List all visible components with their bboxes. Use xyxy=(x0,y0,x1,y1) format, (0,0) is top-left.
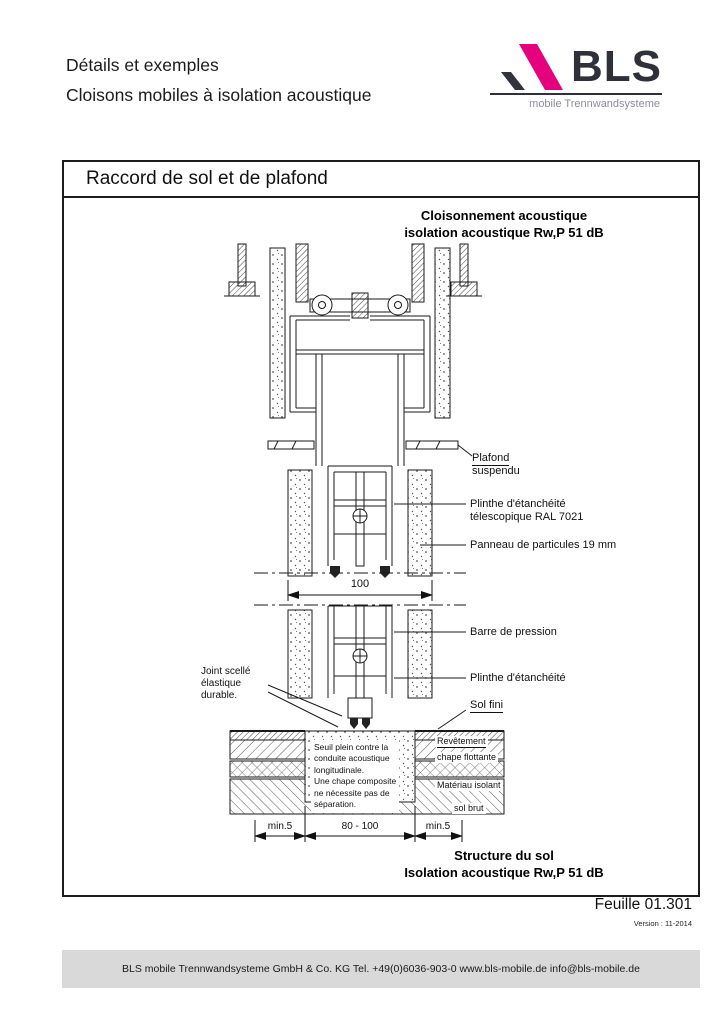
document-title xyxy=(66,50,371,110)
seuil-line4: Une chape composite xyxy=(314,776,397,787)
label-barre-pression: Barre de pression xyxy=(470,626,557,638)
label-panneau-particules: Panneau de particules 19 mm xyxy=(470,539,617,551)
label-plinthe-telescopique xyxy=(470,498,583,524)
label-joint-line3: durable. xyxy=(201,690,238,701)
bottom-note-line2: Isolation acoustique Rw,P 51 dB xyxy=(404,864,604,880)
seuil-line3: longitudinale. xyxy=(314,764,365,775)
label-plinthe-tel-line1: Plinthe d'étanchéité xyxy=(470,498,566,510)
bls-logo xyxy=(490,42,662,110)
version-text: Version : 11-2014 xyxy=(633,919,692,928)
document-title-line2: Cloisons mobiles à isolation acoustique xyxy=(66,85,372,105)
label-joint-line1: Joint scellé xyxy=(201,666,251,677)
label-joint-scelle xyxy=(201,666,250,702)
seuil-line1: Seuil plein contre la xyxy=(314,742,389,752)
label-joint-line2: élastique xyxy=(201,678,242,689)
label-sol-brut: sol brut xyxy=(454,803,484,813)
seuil-line6: séparation. xyxy=(314,799,357,810)
suspended-ceiling xyxy=(268,441,472,456)
bottom-note xyxy=(354,848,654,882)
label-revetement: Revêtement xyxy=(437,736,486,746)
label-sol-fini: Sol fini xyxy=(470,699,504,711)
seuil-line2: conduite acoustique xyxy=(314,753,390,764)
bls-logo-mark-icon xyxy=(499,42,565,90)
label-plinthe-etancheite: Plinthe d'étanchéité xyxy=(470,672,566,684)
footer-bar xyxy=(62,950,700,988)
dim-min5-right-text: min.5 xyxy=(418,821,458,832)
footer-text: BLS mobile Trennwandsysteme GmbH & Co. KG Tel. +49(0)6036-903-0 www.bls-mobile.de info@bls-mobile.de xyxy=(122,963,640,975)
dim-100-text: 100 xyxy=(340,578,380,590)
dim-min5-left-text: min.5 xyxy=(260,821,300,832)
label-seuil-note xyxy=(311,740,399,813)
label-materiau-isolant: Matériau isolant xyxy=(437,780,501,790)
sheet-title: Raccord de sol et de plafond xyxy=(64,162,698,198)
document-title-line1: Détails et exemples xyxy=(66,55,219,75)
label-plafond-line1: Plafond xyxy=(472,452,510,464)
suspension-assembly xyxy=(224,244,482,418)
bottom-note-line1: Structure du sol xyxy=(454,848,554,863)
top-note xyxy=(354,208,654,242)
label-plafond-line2: suspendu xyxy=(472,465,520,478)
top-note-line1: Cloisonnement acoustique xyxy=(420,208,588,223)
sheet-number: Feuille 01.301 xyxy=(594,896,692,913)
trolley xyxy=(310,293,410,318)
label-plafond-suspendu xyxy=(472,452,520,478)
lower-wall-section xyxy=(268,606,466,729)
seuil-line5: ne nécessite pas de xyxy=(314,787,390,798)
upper-wall-section xyxy=(288,466,466,578)
label-plinthe-tel-line2: télescopique RAL 7021 xyxy=(470,511,584,524)
top-note-line2: isolation acoustique Rw,P 51 dB xyxy=(404,224,604,240)
logo-brand-text: BLS xyxy=(571,42,662,91)
logo-subtitle: mobile Trennwandsysteme xyxy=(529,98,660,110)
drawing-area xyxy=(64,198,698,893)
detail-sheet xyxy=(62,160,700,897)
logo-rule xyxy=(490,93,662,95)
label-chape-flottante: chape flottante xyxy=(437,752,497,762)
dim-80-100-text: 80 - 100 xyxy=(330,821,390,832)
